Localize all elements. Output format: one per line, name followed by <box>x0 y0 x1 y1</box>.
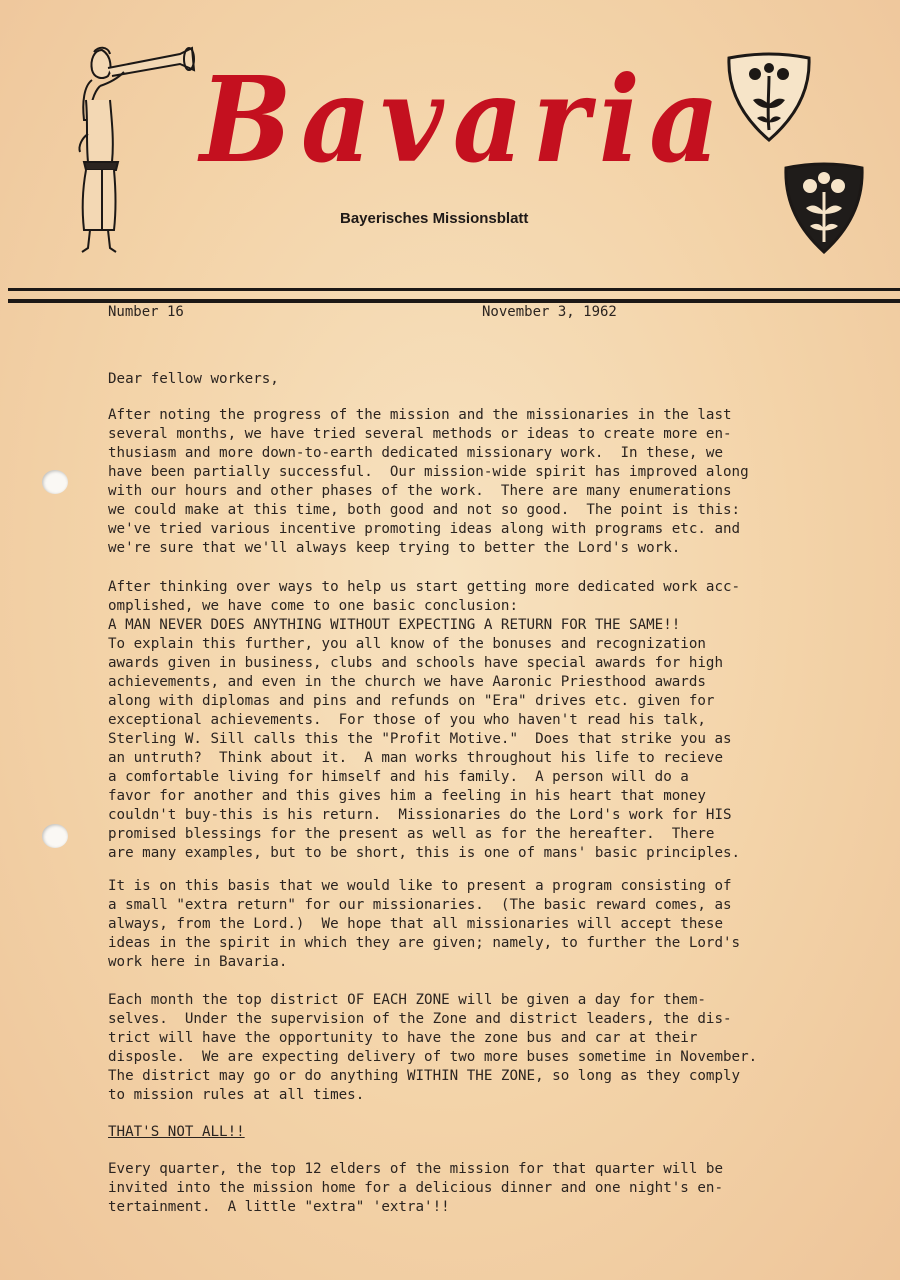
masthead-divider <box>8 288 900 291</box>
coat-of-arms-shield-icon <box>725 52 813 142</box>
masthead-subtitle: Bayerisches Missionsblatt <box>340 210 529 227</box>
paragraph-quarterly-dinner: Every quarter, the top 12 elders of the mission for that quarter will be invited into the mission home for a delicious dinner and one night's en- tertainment. A little "extra" 'extra'!! <box>108 1161 723 1215</box>
paragraph-profit-motive: After thinking over ways to help us start getting more dedicated work acc- omplished, we have come to one basic conclusion: A MAN NEVER DOES ANYTHING WITHOUT EXPECTING A RETURN FOR THE SAME!! To explain this further, you all know of the bonuses and recognization awards given in business, clubs and schools have special awards for high achievements, and even in the church we have Aaronic Priesthood awards along with diplomas and pins and refunds on "Era" drives etc. given for exceptional achievements. For those of you who haven't read his talk, Sterling W. Sill calls this the "Profit Motive." Does that strike you as an untruth? Think about it. A man works throughout his life to recieve a comfortable living for himself and his family. A person will do a favor for another and this gives him a feeling in his heart that money couldn't buy-this is his return. Missionaries do the Lord's work for HIS promised blessings for the present as well as for the hereafter. There are many examples, but to be short, this is one of mans' basic principles. <box>108 579 741 861</box>
paragraph-district-day: Each month the top district OF EACH ZONE will be given a day for them- selves. Under the supervision of the Zone and district leaders, the dis- trict will have the opportunity to have the zone bus and car at their disposle. We are expecting delivery of two more buses sometime in November. The district may go or do anything WITHIN THE ZONE, so long as they comply to mission rules at all times. <box>108 992 758 1103</box>
punch-hole <box>42 824 68 848</box>
section-heading: THAT'S NOT ALL!! <box>108 1124 245 1140</box>
issue-number: Number 16 <box>108 304 184 320</box>
paragraph-extra-return: It is on this basis that we would like to present a program consisting of a small "extra return" for our missionaries. (The basic reward comes, as always, from the Lord.) We hope that all missionaries will accept these ideas in the spirit in which they are given; namely, to further the Lord's work here in Bavaria. <box>108 878 741 970</box>
punch-hole <box>42 470 68 494</box>
trumpeter-illustration <box>72 42 197 257</box>
issue-date: November 3, 1962 <box>482 304 617 320</box>
masthead-divider <box>8 299 900 303</box>
salutation: Dear fellow workers, <box>108 371 279 387</box>
masthead-title: Bavaria <box>200 50 729 189</box>
coat-of-arms-shield-icon <box>782 162 866 254</box>
paragraph-intro: After noting the progress of the mission and the missionaries in the last several months, we have tried several methods or ideas to create more en- thusiasm and more down-to-earth dedicated missionary work. In these, we have been partially successful. Our mission-wide spirit has improved along with our hours and other phases of the work. There are many enumerations we could make at this time, both good and not so good. The point is this: we've tried various incentive promoting ideas along with programs etc. and we're sure that we'll always keep trying to better the Lord's work. <box>108 407 749 556</box>
